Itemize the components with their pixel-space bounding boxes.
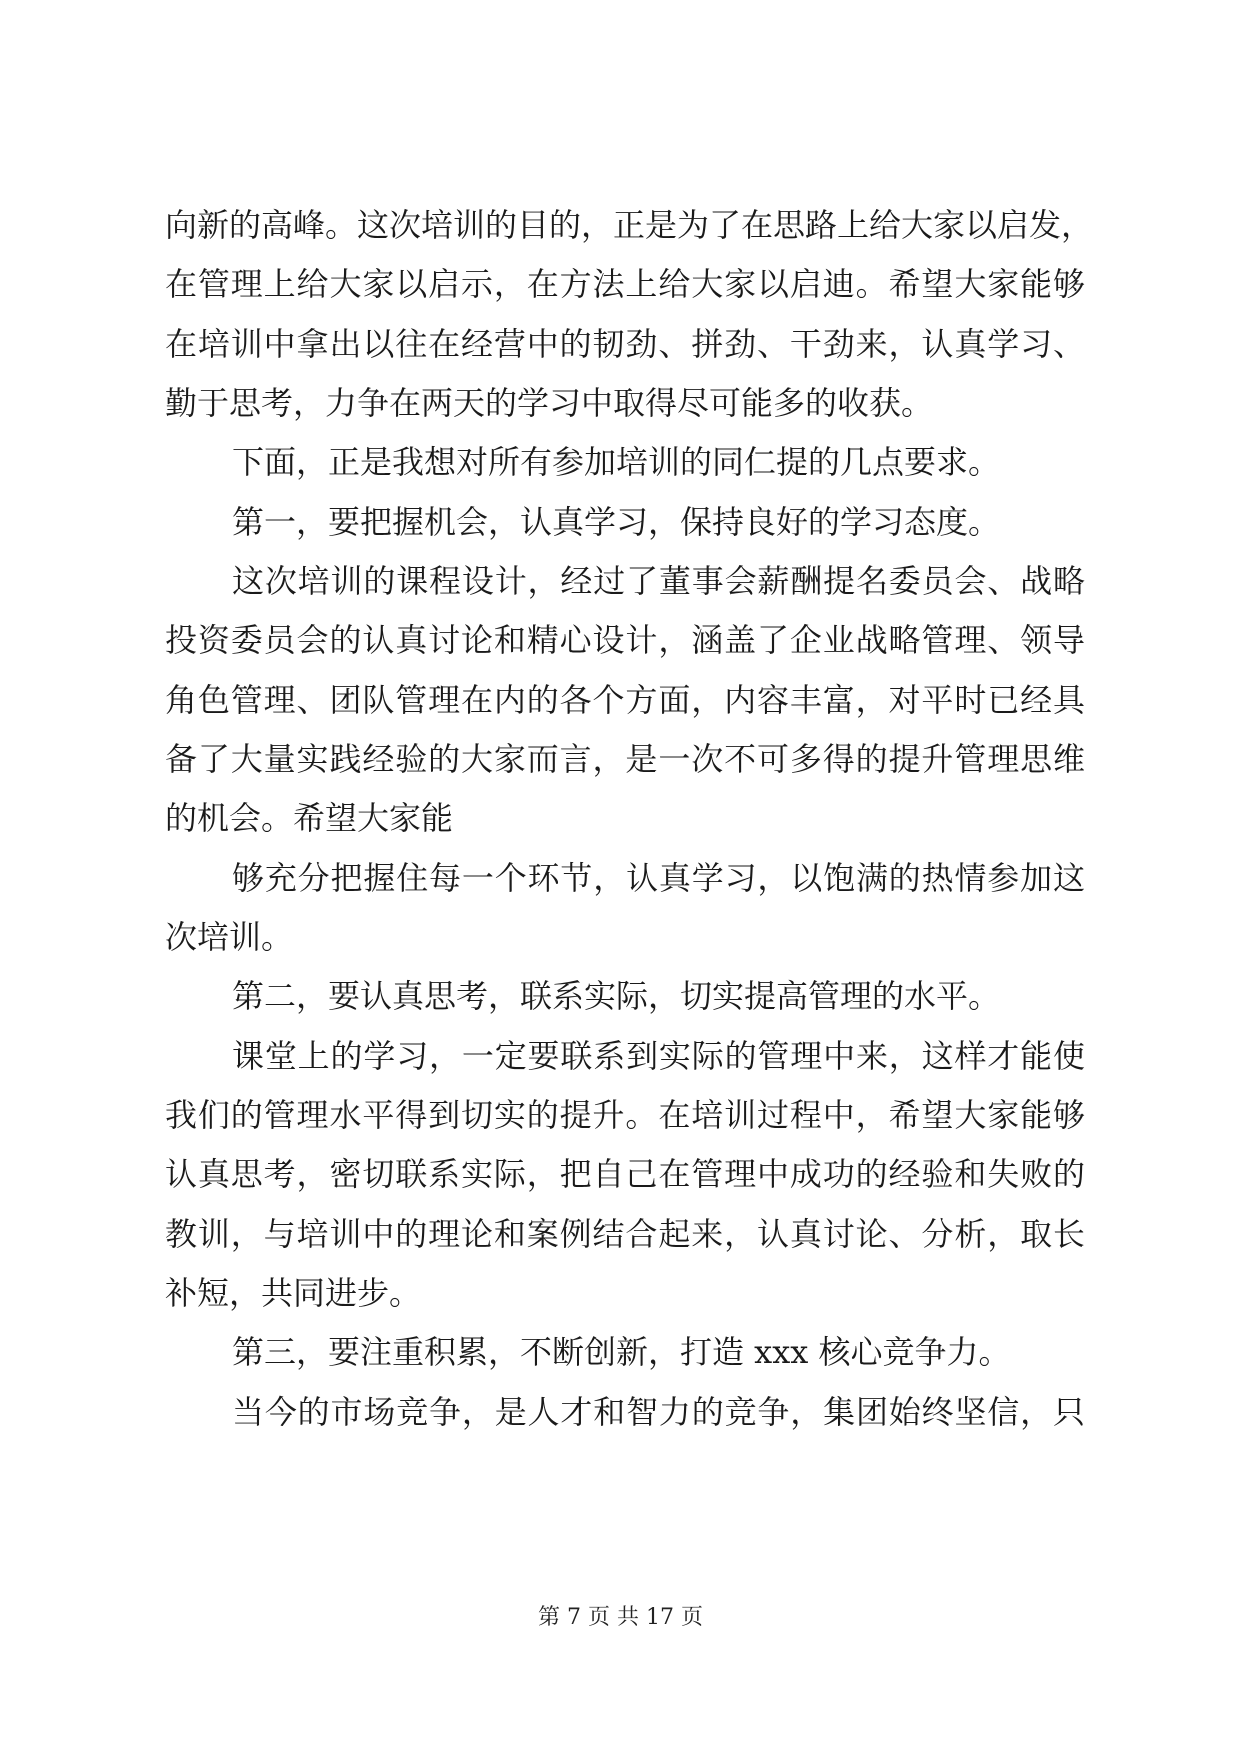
text-line: 在培训中拿出以往在经营中的韧劲、拼劲、干劲来，认真学习、: [165, 325, 1085, 363]
text-line: 勤于思考，力争在两天的学习中取得尽可能多的收获。: [165, 384, 934, 422]
section-heading: 第三，要注重积累，不断创新，打造 xxx 核心竞争力。: [232, 1333, 1011, 1371]
text-line: 我们的管理水平得到切实的提升。在培训过程中，希望大家能够: [165, 1096, 1085, 1134]
text-line: 角色管理、团队管理在内的各个方面，内容丰富，对平时已经具: [165, 681, 1085, 719]
page-footer: 第 7 页 共 17 页: [538, 1605, 703, 1630]
paragraph-line: 课堂上的学习，一定要联系到实际的管理中来，这样才能使: [232, 1037, 1085, 1075]
section-heading: 第二，要认真思考，联系实际，切实提高管理的水平。: [232, 977, 1001, 1015]
text-line: 次培训。: [165, 918, 294, 956]
paragraph-line: 这次培训的课程设计，经过了董事会薪酬提名委员会、战略: [232, 562, 1085, 600]
paragraph-line: 当今的市场竞争，是人才和智力的竞争，集团始终坚信，只: [232, 1393, 1085, 1431]
text-line: 补短，共同进步。: [165, 1274, 422, 1312]
text-line: 备了大量实践经验的大家而言，是一次不可多得的提升管理思维: [165, 740, 1085, 778]
section-heading: 第一，要把握机会，认真学习，保持良好的学习态度。: [232, 503, 1001, 541]
text-line: 向新的高峰。这次培训的目的，正是为了在思路上给大家以启发，: [165, 206, 1094, 244]
paragraph-line: 够充分把握住每一个环节，认真学习，以饱满的热情参加这: [232, 859, 1085, 897]
text-line: 的机会。希望大家能: [165, 799, 454, 837]
text-line: 教训，与培训中的理论和案例结合起来，认真讨论、分析，取长: [165, 1215, 1085, 1253]
text-line: 投资委员会的认真讨论和精心设计，涵盖了企业战略管理、领导: [165, 621, 1085, 659]
text-line: 在管理上给大家以启示，在方法上给大家以启迪。希望大家能够: [165, 265, 1085, 303]
paragraph-line: 下面，正是我想对所有参加培训的同仁提的几点要求。: [232, 443, 1001, 481]
text-line: 认真思考，密切联系实际，把自己在管理中成功的经验和失败的: [165, 1155, 1085, 1193]
